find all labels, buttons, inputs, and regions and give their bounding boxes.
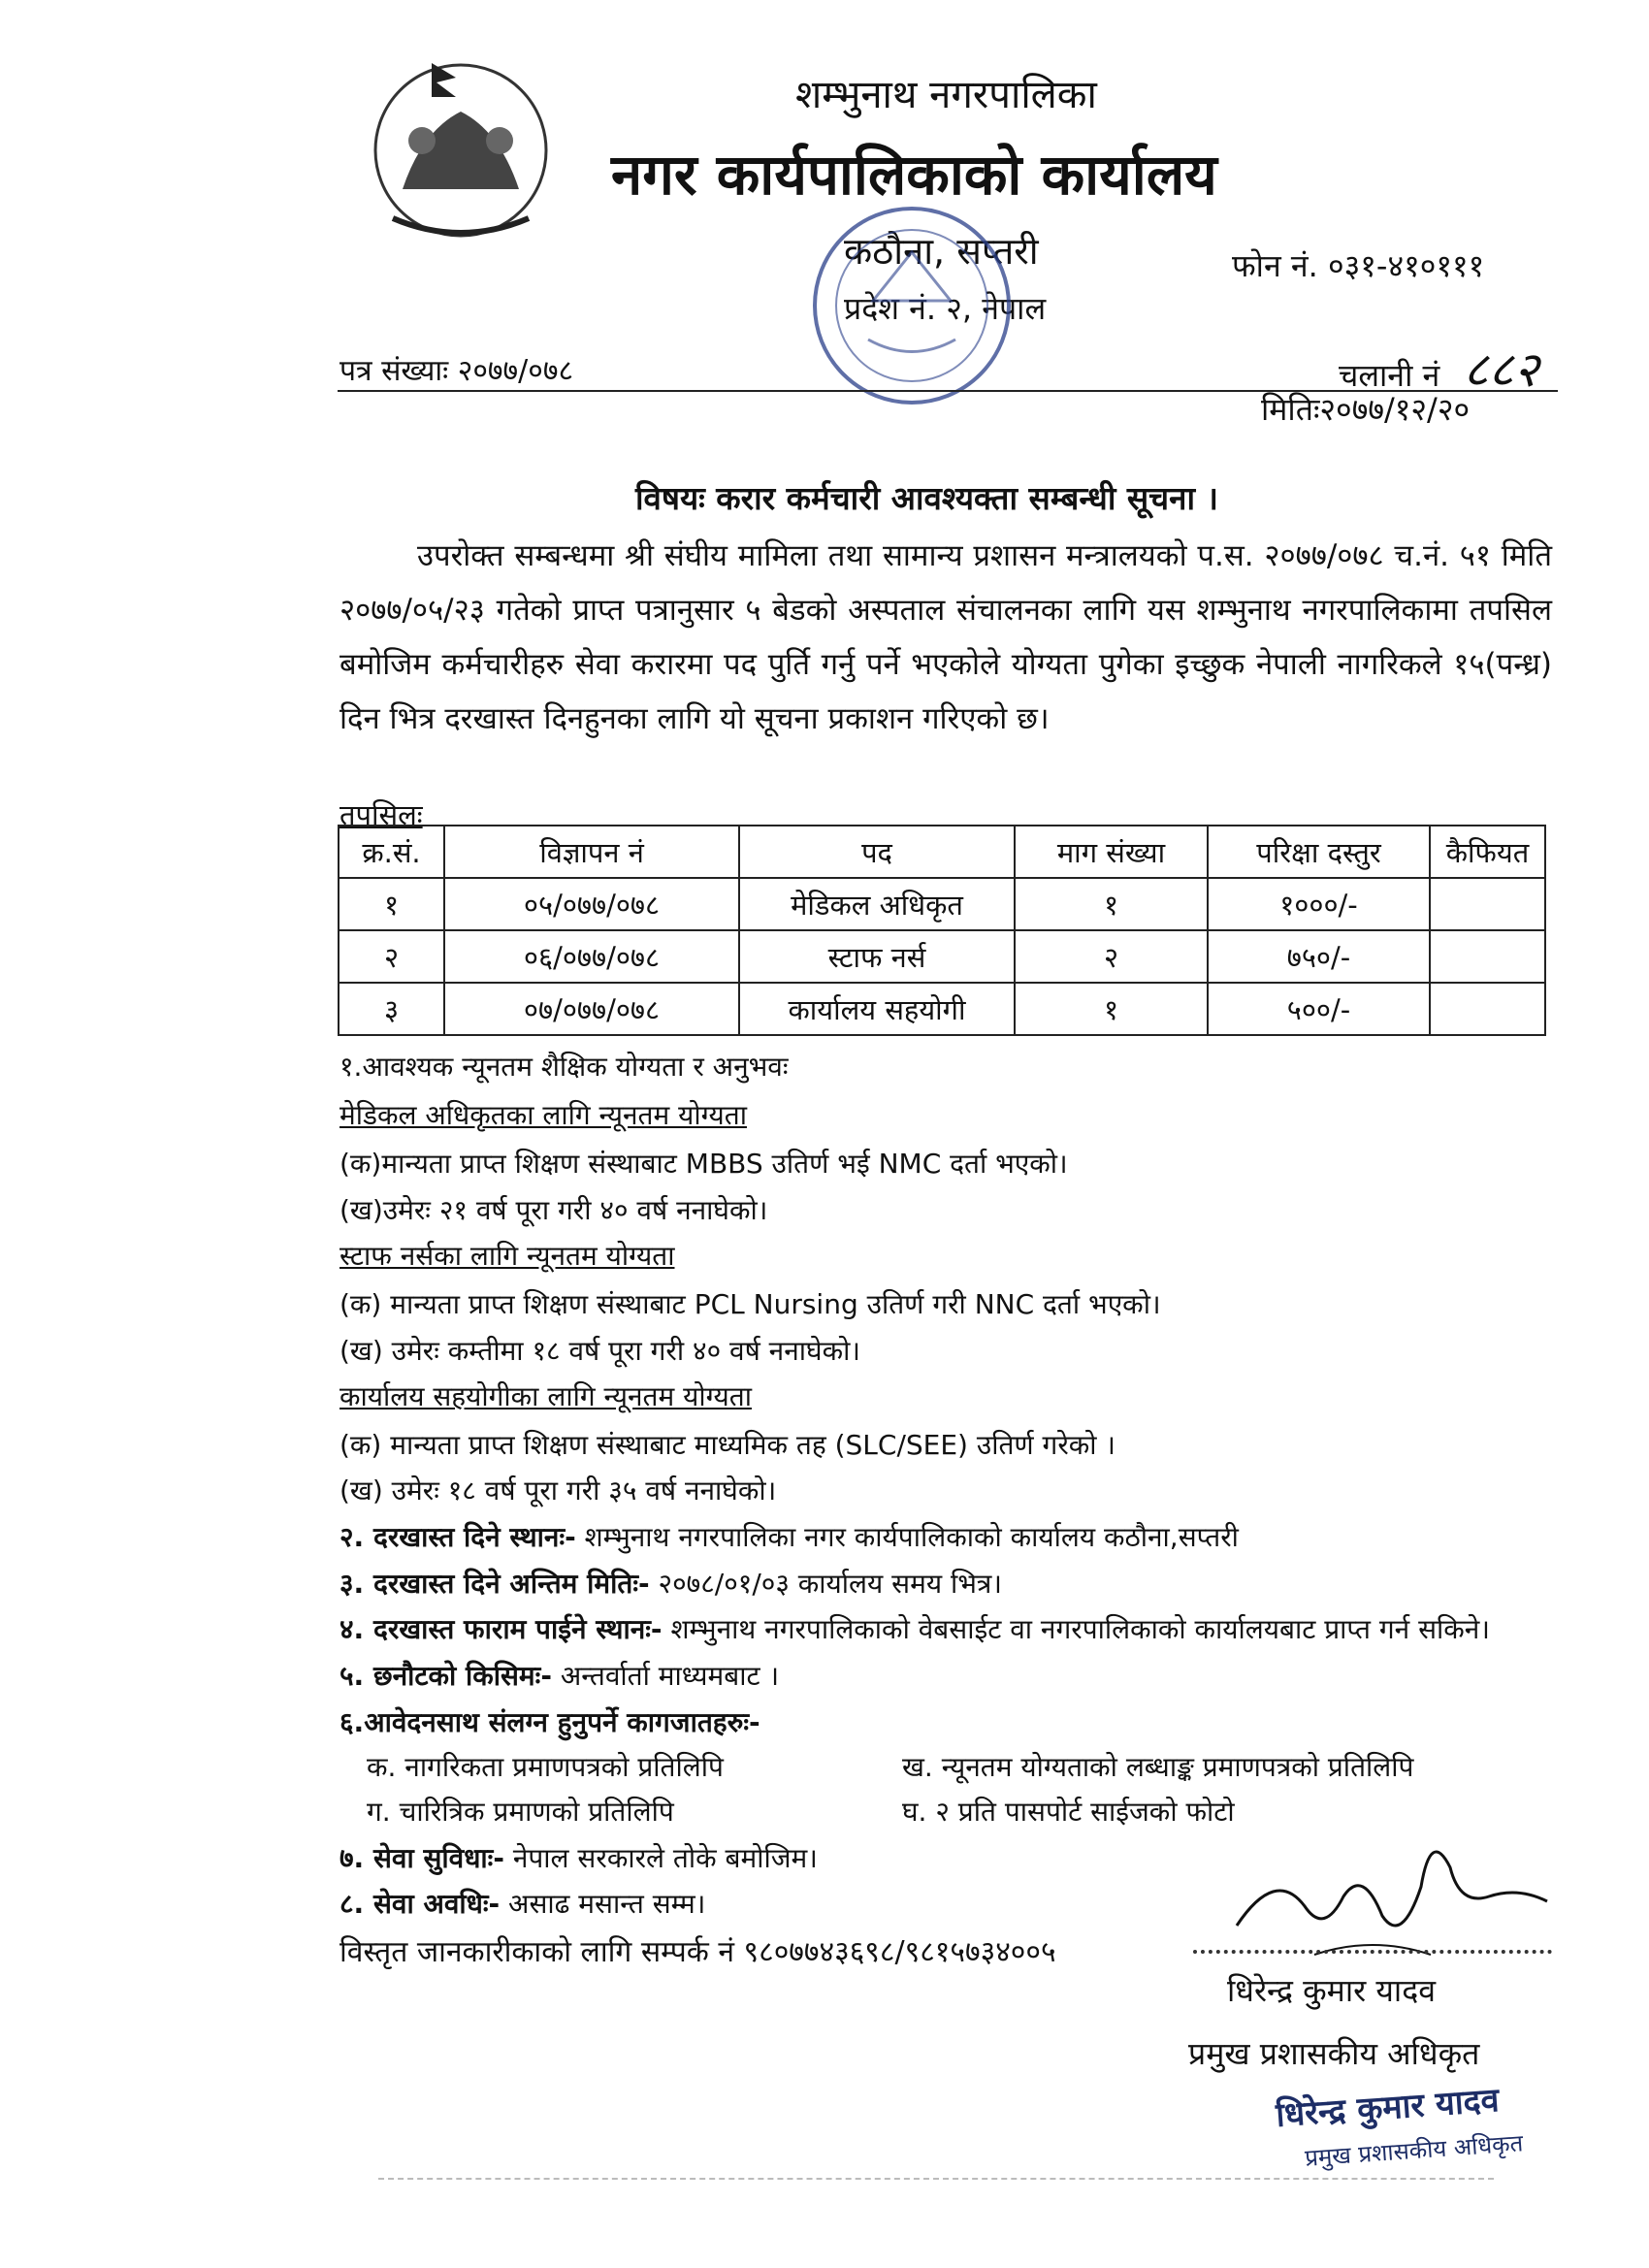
- service-duration-value: असाढ मसान्त सम्म।: [500, 1888, 706, 1920]
- letter-number: पत्र संख्याः २०७७/०७८: [340, 354, 574, 388]
- staff-nurse-title: स्टाफ नर्सका लागि न्यूनतम योग्यता: [340, 1240, 675, 1272]
- cell-ad-no: ०७/०७७/०७८: [444, 983, 739, 1035]
- cell-remarks: [1430, 878, 1545, 930]
- table-row: [339, 983, 1545, 1035]
- qualification-heading: १.आवश्यक न्यूनतम शैक्षिक योग्यता र अनुभवः: [340, 1051, 789, 1083]
- doc-item-kha: ख. न्यूनतम योग्यताको लब्धाङ्क प्रमाणपत्रको प्रतिलिपि: [902, 1751, 1414, 1783]
- cell-sn: ३: [339, 983, 444, 1035]
- form-availability-value: शम्भुनाथ नगरपालिकाको वेबसाईट वा नगरपालिकाको कार्यालयबाट प्राप्त गर्न सकिने।: [662, 1613, 1490, 1645]
- cell-demand: १: [1015, 878, 1208, 930]
- service-facility: [340, 1839, 818, 1876]
- scan-artifact-line: [378, 2178, 1494, 2180]
- col-header-post: पद: [739, 826, 1015, 878]
- cell-fee: ७५०/-: [1208, 930, 1430, 983]
- cell-ad-no: ०५/०७७/०७८: [444, 878, 739, 930]
- cell-post: कार्यालय सहयोगी: [739, 983, 1015, 1035]
- col-header-fee: परिक्षा दस्तुर: [1208, 826, 1430, 878]
- cell-remarks: [1430, 983, 1545, 1035]
- signatory-title: प्रमुख प्रशासकीय अधिकृत: [1188, 2035, 1480, 2072]
- cell-demand: २: [1015, 930, 1208, 983]
- application-deadline-label: ३. दरखास्त दिने अन्तिम मितिः-: [340, 1568, 650, 1600]
- medical-officer-req-a: (क)मान्यता प्राप्त शिक्षण संस्थाबाट MBBS उतिर्ण भई NMC दर्ता भएको।: [340, 1148, 1068, 1180]
- selection-method-value: अन्तर्वार्ता माध्यमबाट ।: [551, 1660, 780, 1692]
- form-availability: [340, 1610, 1490, 1647]
- table-row: [339, 930, 1545, 983]
- nepal-emblem-icon: [364, 44, 558, 247]
- cell-ad-no: ०६/०७७/०७८: [444, 930, 739, 983]
- selection-method-label: ५. छनौटको किसिमः-: [340, 1660, 552, 1692]
- signatory-name: धिरेन्द्र कुमार यादव: [1227, 1972, 1437, 2009]
- staff-nurse-req-b: (ख) उमेरः कम्तीमा १८ वर्ष पूरा गरी ४० वर्ष ननाघेको।: [340, 1335, 860, 1367]
- office-helper-req-a: (क) मान्यता प्राप्त शिक्षण संस्थाबाट माध्यमिक तह (SLC/SEE) उतिर्ण गरेको ।: [340, 1429, 1116, 1461]
- doc-item-ga: ग. चारित्रिक प्रमाणको प्रतिलिपि: [367, 1796, 674, 1828]
- col-header-ad-no: विज्ञापन नं: [444, 826, 739, 878]
- col-header-demand: माग संख्या: [1015, 826, 1208, 878]
- cell-sn: २: [339, 930, 444, 983]
- medical-officer-title: मेडिकल अधिकृतका लागि न्यूनतम योग्यता: [340, 1099, 747, 1131]
- col-header-remarks: कैफियत: [1430, 826, 1545, 878]
- col-header-sn: क्र.सं.: [339, 826, 444, 878]
- notice-subject: विषयः करार कर्मचारी आवश्यक्ता सम्बन्धी सूचना ।: [635, 479, 1218, 517]
- application-place-value: शम्भुनाथ नगरपालिका नगर कार्यपालिकाको कार्यालय कठौना,सप्तरी: [575, 1521, 1239, 1553]
- municipality-name: शम्भुनाथ नगरपालिका: [795, 73, 1097, 117]
- table-header-row: [339, 826, 1545, 878]
- notice-body: [340, 529, 1552, 746]
- doc-item-gha: घ. २ प्रति पासपोर्ट साईजको फोटो: [902, 1796, 1235, 1828]
- name-seal-text: धिरेन्द्र कुमार यादव: [1275, 2081, 1501, 2135]
- service-duration-label: ८. सेवा अवधिः-: [340, 1888, 501, 1920]
- cell-remarks: [1430, 930, 1545, 983]
- staff-nurse-req-a: (क) मान्यता प्राप्त शिक्षण संस्थाबाट PCL Nursing उतिर्ण गरी NNC दर्ता भएको।: [340, 1288, 1161, 1320]
- service-facility-value: नेपाल सरकारले तोके बमोजिम।: [503, 1842, 818, 1874]
- application-deadline: [340, 1565, 1002, 1602]
- cell-post: मेडिकल अधिकृत: [739, 878, 1015, 930]
- application-place-label: २. दरखास्त दिने स्थानः-: [340, 1521, 576, 1553]
- cell-sn: १: [339, 878, 444, 930]
- selection-method: [340, 1657, 779, 1694]
- address-line-1: कठौना, सप्तरी: [844, 230, 1039, 273]
- cell-demand: १: [1015, 983, 1208, 1035]
- office-helper-title: कार्यालय सहयोगीका लागि न्यूनतम योग्यता: [340, 1380, 752, 1412]
- office-stamp-icon: [800, 194, 1023, 417]
- doc-item-ka: क. नागरिकता प्रमाणपत्रको प्रतिलिपि: [367, 1751, 724, 1783]
- signature-line: [1193, 1950, 1552, 1954]
- application-deadline-value: २०७८/०१/०३ कार्यालय समय भित्र।: [649, 1568, 1002, 1600]
- chalani-label: चलानी नं: [1339, 357, 1440, 394]
- cell-post: स्टाफ नर्स: [739, 930, 1015, 983]
- phone-number: फोन नं. ०३१-४१०१११: [1232, 247, 1485, 284]
- contact-info: विस्तृत जानकारीकाको लागि सम्पर्क नं ९८०७७४३६९८/९८१५७३४००५: [340, 1935, 1056, 1969]
- table-row: [339, 878, 1545, 930]
- cell-fee: ५००/-: [1208, 983, 1430, 1035]
- application-place: [340, 1518, 1239, 1555]
- office-title: नगर कार्यपालिकाको कार्यालय: [611, 142, 1217, 208]
- required-docs-heading: ६.आवेदनसाथ संलग्न हुनुपर्ने कागजातहरुः-: [340, 1706, 760, 1738]
- medical-officer-req-b: (ख)उमेरः २१ वर्ष पूरा गरी ४० वर्ष ननाघेको।: [340, 1194, 768, 1226]
- letter-date: मितिः२०७७/१२/२०: [1261, 391, 1471, 428]
- chalani-value: ८८२: [1463, 341, 1539, 398]
- tapasil-label: तपसिलः: [340, 798, 423, 831]
- cell-fee: १०००/-: [1208, 878, 1430, 930]
- service-facility-label: ७. सेवा सुविधाः-: [340, 1842, 504, 1874]
- vacancy-table: [338, 825, 1546, 1036]
- office-helper-req-b: (ख) उमेरः १८ वर्ष पूरा गरी ३५ वर्ष ननाघेको।: [340, 1474, 777, 1507]
- form-availability-label: ४. दरखास्त फाराम पाईने स्थानः-: [340, 1613, 663, 1645]
- service-duration: [340, 1885, 705, 1922]
- address-line-2: प्रदेश नं. २, नेपाल: [844, 290, 1047, 327]
- notice-body-text: उपरोक्त सम्बन्धमा श्री संघीय मामिला तथा सामान्य प्रशासन मन्त्रालयको प.स. २०७७/०७८ च.नं. ५१ मिति २०७७/०५/२३ गतेको प्राप्त पत्रानुसार ५ बेडको अस्पताल संचालनका लागि यस शम्भुनाथ नगरपालिकामा तपसिल बमोजिम कर्मचारीहरु सेवा करारमा पद पुर्ति गर्नु पर्ने भएकोले योग्यता पुगेका इच्छुक नेपाली नागरिकले १५(पन्ध्र) दिन भित्र दरखास्त दिनहुनका लागि यो सूचना प्रकाशन गरिएको छ।: [340, 538, 1552, 736]
- name-seal-title: प्रमुख प्रशासकीय अधिकृत: [1304, 2129, 1525, 2172]
